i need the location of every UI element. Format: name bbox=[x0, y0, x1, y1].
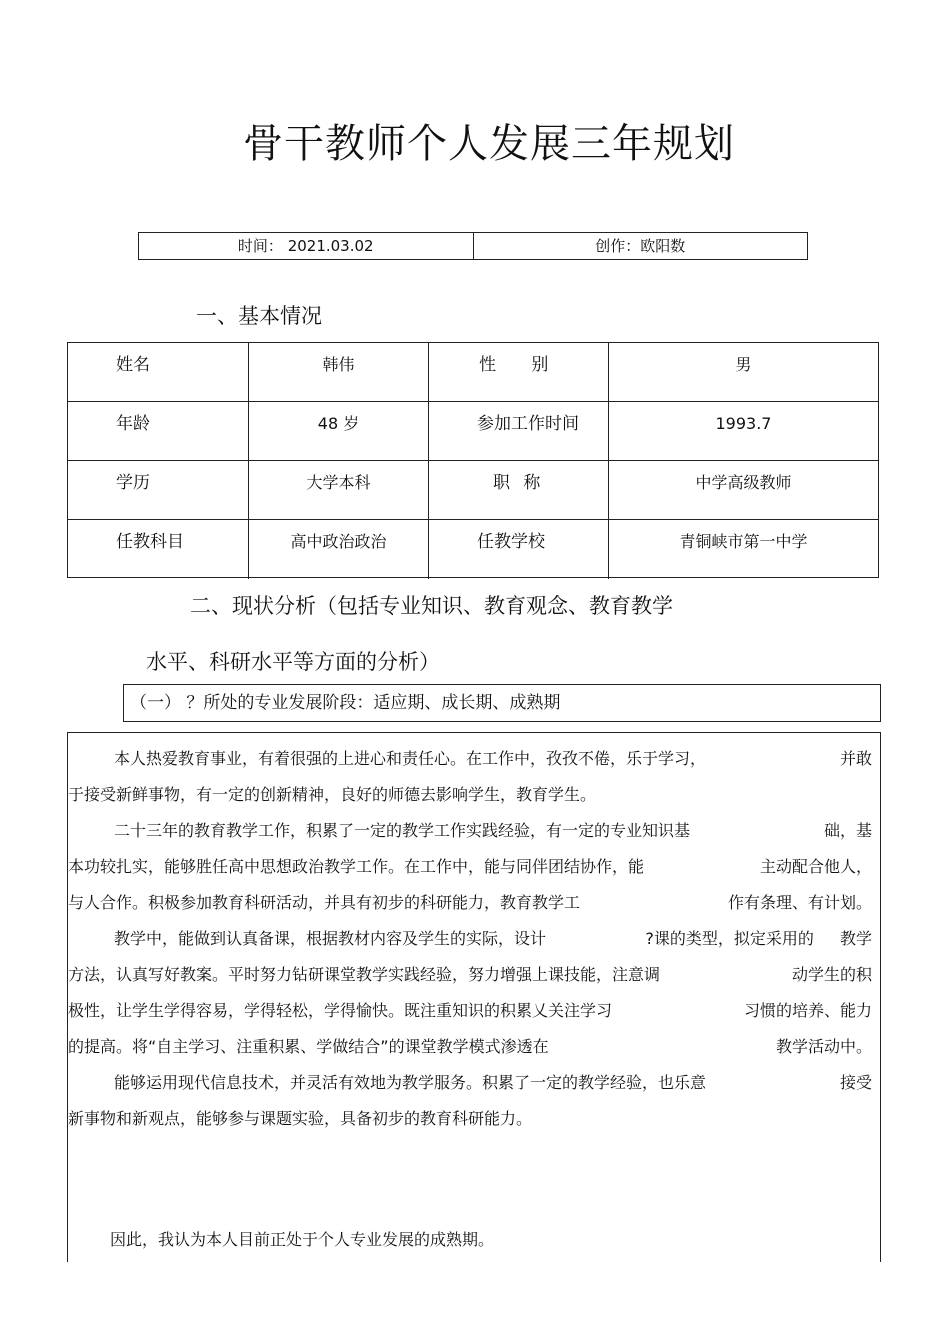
paragraph-line bbox=[68, 957, 880, 993]
paragraph-line bbox=[68, 993, 880, 1029]
paragraph-line bbox=[68, 849, 880, 885]
meta-time: 时间： 2021.03.02 bbox=[237, 237, 374, 255]
section2-heading-line2: 水平、科研水平等方面的分析） bbox=[146, 650, 440, 674]
value-school: 青铜峡市第一中学 bbox=[608, 520, 878, 579]
label-title: 职 称 bbox=[428, 461, 608, 519]
paragraph-line-left: 与人合作。积极参加教育科研活动，并具有初步的科研能力，教育教学工 bbox=[68, 893, 581, 912]
development-stage-box: （一） ？所处的专业发展阶段：适应期、成长期、成熟期 bbox=[123, 684, 881, 722]
paragraph-line-left: 于接受新鲜事物，有一定的创新精神，良好的师德去影响学生，教育学生。 bbox=[68, 785, 597, 804]
paragraph-line-left: 的提高。将“自主学习、注重积累、学做结合”的课堂教学模式渗透在 bbox=[68, 1037, 549, 1056]
label-work-start: 参加工作时间 bbox=[428, 402, 608, 460]
paragraph-line-right: 主动配合他人， bbox=[759, 857, 872, 876]
value-gender: 男 bbox=[608, 343, 878, 401]
paragraph-line-left: 本功较扎实，能够胜任高中思想政治教学工作。在工作中，能与同伴团结协作，能 bbox=[68, 857, 645, 876]
paragraph-line-left: 二十三年的教育教学工作，积累了一定的教学工作实践经验，有一定的专业知识基 bbox=[114, 821, 691, 840]
label-gender: 性 别 bbox=[428, 343, 608, 401]
paragraph-line bbox=[68, 777, 880, 813]
document-title: 骨干教师个人发展三年规划 bbox=[243, 121, 735, 167]
paragraph-line bbox=[68, 813, 880, 849]
paragraph-line-right: 接受 bbox=[839, 1073, 872, 1092]
paragraph-line-left: 极性，让学生学得容易，学得轻松，学得愉快。既注重知识的积累乂关注学习 bbox=[68, 1001, 613, 1020]
paragraph-line-right: 并敢 bbox=[839, 749, 872, 768]
paragraph-line-right: 动学生的积 bbox=[791, 965, 872, 984]
value-subject: 高中政治政治 bbox=[248, 520, 428, 579]
paragraph-line-left: 新事物和新观点，能够参与课题实验，具备初步的教育科研能力。 bbox=[68, 1109, 533, 1128]
label-name: 姓名 bbox=[116, 355, 150, 375]
meta-author: 创作：欧阳数 bbox=[473, 233, 808, 259]
analysis-lines bbox=[68, 741, 880, 1137]
paragraph-line-right: ?课的类型，拟定采用的 教学 bbox=[645, 929, 872, 948]
paragraph-line-left: 方法，认真写好教案。平时努力钻研课堂教学实践经验，努力增强上课技能，注意调 bbox=[68, 965, 661, 984]
paragraph-line bbox=[68, 1101, 880, 1137]
label-school: 任教学校 bbox=[428, 520, 608, 579]
section1-heading: 一、基本情况 bbox=[196, 304, 322, 328]
paragraph-line-right: 作有条理、有计划。 bbox=[727, 893, 872, 912]
label-age: 年龄 bbox=[116, 414, 150, 434]
paragraph-line bbox=[68, 885, 880, 921]
paragraph-line bbox=[68, 1065, 880, 1101]
value-work-start: 1993.7 bbox=[608, 402, 878, 460]
table-row bbox=[68, 343, 878, 401]
section2-heading-line1: 二、现状分析（包括专业知识、教育观念、教育教学 bbox=[190, 594, 673, 618]
value-title: 中学高级教师 bbox=[608, 461, 878, 519]
value-age: 48 岁 bbox=[248, 402, 428, 460]
value-name: 韩伟 bbox=[248, 343, 428, 401]
table-row bbox=[68, 519, 878, 579]
paragraph-line bbox=[68, 1029, 880, 1065]
value-education: 大学本科 bbox=[248, 461, 428, 519]
paragraph-line-left: 能够运用现代信息技术，并灵活有效地为教学服务。积累了一定的教学经验，也乐意 bbox=[114, 1073, 707, 1092]
conclusion-text: 因此，我认为本人目前正处于个人专业发展的成熟期。 bbox=[110, 1230, 495, 1249]
meta-table bbox=[138, 232, 808, 260]
paragraph-line-left: 本人热爱教育事业，有着很强的上进心和责任心。在工作中，孜孜不倦，乐于学习， bbox=[114, 749, 707, 768]
paragraph-line bbox=[68, 741, 880, 777]
basic-info-table bbox=[67, 342, 879, 578]
paragraph-line-right: 础，基 bbox=[823, 821, 872, 840]
paragraph-line bbox=[68, 921, 880, 957]
analysis-body bbox=[67, 732, 881, 1262]
label-subject: 任教科目 bbox=[116, 532, 184, 552]
paragraph-line-right: 习惯的培养、能力 bbox=[743, 1001, 872, 1020]
paragraph-line-left: 教学中，能做到认真备课，根据教材内容及学生的实际，设计 bbox=[114, 929, 547, 948]
label-education: 学历 bbox=[116, 473, 150, 493]
paragraph-line-right: 教学活动中。 bbox=[775, 1037, 872, 1056]
table-row bbox=[68, 460, 878, 519]
table-row bbox=[68, 401, 878, 460]
